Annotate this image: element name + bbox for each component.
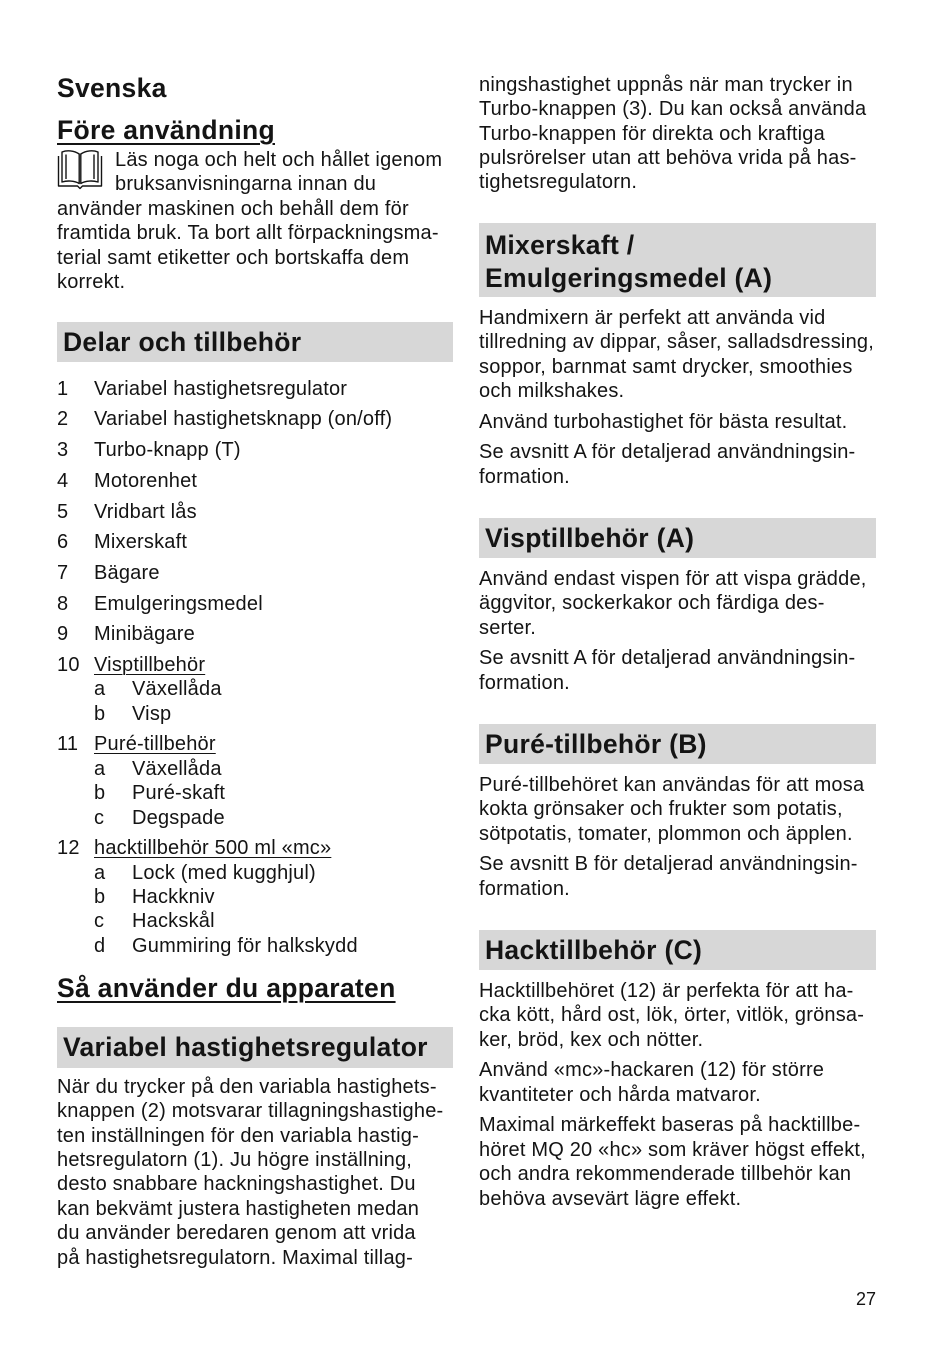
text-line: formation. (479, 671, 570, 694)
parts-list-item (57, 561, 392, 585)
text-line: behöva avsevärt lägre effekt. (479, 1187, 742, 1210)
item-number: 12 (57, 837, 80, 860)
mixer-heading-line: Mixerskaft / (485, 229, 635, 260)
text-line: Se avsnitt B för detaljerad användningsin- (479, 853, 858, 876)
text-line: pulsrörelser utan att behöva vrida på has- (479, 146, 857, 169)
text-line: Använd «mc»-hackaren (12) för större (479, 1059, 825, 1082)
paragraph (479, 1058, 866, 1107)
paragraph (479, 410, 874, 434)
usage-heading-text: Så använder du apparaten (57, 973, 396, 1003)
text-line: terial samt etiketter och bortskaffa dem (57, 246, 410, 269)
text-line: knappen (2) motsvarar tillagningshastighe- (57, 1100, 444, 1123)
text-line: formation. (479, 877, 570, 900)
speed-regulator-heading-box (57, 1027, 453, 1068)
parts-sub-item (57, 702, 392, 726)
parts-sub-item (57, 934, 392, 958)
text-line: korrekt. (57, 270, 126, 293)
parts-sub-item (57, 885, 392, 909)
parts-list-item (57, 530, 392, 554)
parts-list (57, 377, 392, 958)
whisk-heading-box (479, 518, 876, 558)
text-line: bruksanvisningarna innan du (115, 173, 377, 196)
text-line: Läs noga och helt och hållet igenom (115, 149, 443, 171)
chopper-text (479, 979, 866, 1211)
speed-regulator-text-continued (479, 73, 866, 195)
sub-item-letter: b (94, 782, 106, 805)
parts-list-row (57, 438, 392, 462)
parts-list-row (57, 561, 392, 585)
parts-list-row (57, 732, 392, 756)
item-number: 6 (57, 531, 69, 554)
text-line: ker, bröd, kex och nötter. (479, 1028, 704, 1051)
text-line: äggvitor, sockerkakor och färdiga des- (479, 592, 825, 615)
before-use-heading-text: Före användning (57, 115, 275, 145)
paragraph (479, 73, 866, 195)
item-label: Visptillbehör (94, 653, 206, 676)
parts-sub-item (57, 781, 392, 805)
text-line: Använd turbohastighet för bästa resultat. (479, 410, 848, 433)
sub-item-label: Degspade (132, 806, 225, 829)
text-line: använder maskinen och behåll dem för (57, 197, 409, 220)
parts-list-item (57, 377, 392, 401)
paragraph (479, 646, 867, 695)
parts-list-row (57, 622, 392, 646)
parts-list-row (57, 530, 392, 554)
text-line: Handmixern är perfekt att använda vid (479, 306, 826, 329)
speed-regulator-heading: Variabel hastighetsregulator (63, 1032, 428, 1062)
paragraph (479, 979, 866, 1052)
sub-item-label: Gummiring för halkskydd (132, 934, 358, 957)
text-line: tillredning av dippar, såser, salladsdressing, (479, 331, 874, 354)
parts-list-item (57, 407, 392, 431)
item-label: Variabel hastighetsregulator (94, 377, 348, 400)
puree-text (479, 773, 864, 901)
text-line: Se avsnitt A för detaljerad användningsin- (479, 647, 856, 670)
mixer-heading-box (479, 223, 876, 297)
parts-list-row (57, 500, 392, 524)
item-label: Emulgeringsmedel (94, 592, 263, 615)
parts-list-row (57, 407, 392, 431)
text-line: Puré-tillbehöret kan användas för att mosa (479, 773, 865, 796)
item-number: 9 (57, 623, 69, 646)
text-line: desto snabbare hackningshastighet. Du (57, 1173, 416, 1196)
item-number: 4 (57, 469, 69, 492)
sub-item-label: Växellåda (132, 757, 222, 780)
text-line: på hastighetsregulatorn. Maximal tillag- (57, 1246, 413, 1269)
parts-list-row (57, 377, 392, 401)
sub-item-letter: c (94, 806, 105, 829)
item-label: Motorenhet (94, 469, 198, 492)
parts-list-item (57, 500, 392, 524)
text-line: Turbo-knappen (3). Du kan också använda (479, 98, 867, 121)
text-line: och andra rekommenderade tillbehör kan (479, 1163, 852, 1186)
text-line: soppor, barnmat samt drycker, smoothies (479, 355, 853, 378)
text-line: ningshastighet uppnås när man trycker in (479, 73, 853, 96)
text-line: formation. (479, 465, 570, 488)
text-line: kan bekvämt justera hastigheten medan (57, 1197, 420, 1220)
paragraph (479, 306, 874, 404)
text-line: och milkshakes. (479, 379, 625, 402)
chopper-heading: Hacktillbehör (C) (485, 935, 703, 965)
whisk-text (479, 567, 867, 695)
text-line: höret MQ 20 «hc» som kräver högst effekt, (479, 1138, 866, 1161)
text-line: sötpotatis, tomater, plommon och äpplen. (479, 822, 853, 845)
paragraph (57, 148, 442, 294)
item-number: 3 (57, 439, 69, 462)
text-line: kokta grönsaker och frukter som potatis, (479, 798, 843, 821)
sub-item-label: Puré-skaft (132, 782, 226, 805)
puree-heading: Puré-tillbehör (B) (485, 729, 707, 759)
page-number: 27 (855, 1289, 876, 1309)
parts-list-item (57, 622, 392, 646)
speed-regulator-text (57, 1075, 443, 1270)
paragraph (479, 852, 864, 901)
sub-item-letter: c (94, 910, 105, 933)
paragraph (479, 440, 874, 489)
text-line: När du trycker på den variabla hastighets- (57, 1075, 437, 1098)
item-label: hacktillbehör 500 ml «mc» (94, 837, 332, 860)
parts-list-item (57, 836, 392, 958)
parts-list-item (57, 592, 392, 616)
item-label: Vridbart lås (94, 500, 197, 523)
sub-item-letter: b (94, 702, 106, 725)
puree-heading-box (479, 724, 876, 764)
paragraph (57, 1075, 443, 1270)
paragraph (479, 567, 867, 640)
item-label: Puré-tillbehör (94, 733, 216, 756)
sub-item-letter: d (94, 934, 106, 957)
item-label: Turbo-knapp (T) (94, 439, 241, 462)
item-number: 8 (57, 592, 69, 615)
parts-heading: Delar och tillbehör (63, 327, 302, 357)
text-line: du använder beredaren genom att vrida (57, 1222, 416, 1245)
language-title: Svenska (57, 73, 167, 103)
sub-item-letter: a (94, 757, 106, 780)
parts-sub-item (57, 677, 392, 701)
text-line: kvantiteter och hårda matvaror. (479, 1083, 761, 1106)
parts-list-item (57, 732, 392, 830)
usage-heading (57, 972, 396, 1004)
before-use-heading (57, 114, 275, 146)
parts-list-item (57, 469, 392, 493)
parts-sub-item (57, 909, 392, 933)
paragraph (479, 773, 864, 846)
item-label: Variabel hastighetsknapp (on/off) (94, 408, 393, 431)
sub-item-label: Visp (132, 702, 172, 725)
sub-item-letter: a (94, 678, 106, 701)
chopper-heading-box (479, 930, 876, 970)
sub-item-label: Hackkniv (132, 886, 215, 909)
item-number: 7 (57, 561, 69, 584)
before-use-text (57, 148, 442, 294)
text-line: Maximal märkeffekt baseras på hacktillbe- (479, 1114, 861, 1137)
text-line: ten inställningen för den variabla hastig- (57, 1124, 419, 1147)
item-label: Minibägare (94, 623, 195, 646)
parts-sub-item (57, 806, 392, 830)
sub-item-label: Lock (med kugghjul) (132, 861, 316, 884)
mixer-heading-line: Emulgeringsmedel (A) (485, 262, 773, 293)
mixer-text (479, 306, 874, 489)
parts-sub-item (57, 757, 392, 781)
text-line: Hacktillbehöret (12) är perfekta för att ha- (479, 979, 854, 1002)
text-line: hetsregulatorn (1). Ju högre inställning, (57, 1148, 413, 1171)
text-line: serter. (479, 616, 536, 639)
parts-list-row (57, 653, 392, 677)
paragraph (479, 1113, 866, 1211)
item-number: 10 (57, 653, 80, 676)
sub-item-letter: b (94, 886, 106, 909)
item-number: 2 (57, 408, 69, 431)
text-line: framtida bruk. Ta bort allt förpackningsma- (57, 222, 439, 245)
text-line: Se avsnitt A för detaljerad användningsin- (479, 441, 856, 464)
parts-list-item (57, 653, 392, 726)
parts-list-row (57, 592, 392, 616)
parts-list-item (57, 438, 392, 462)
text-line: Använd endast vispen för att vispa grädde, (479, 567, 867, 590)
sub-item-letter: a (94, 861, 106, 884)
text-line: Turbo-knappen för direkta och kraftiga (479, 122, 825, 145)
item-number: 1 (57, 377, 69, 400)
item-label: Mixerskaft (94, 531, 188, 554)
sub-item-label: Växellåda (132, 678, 222, 701)
parts-list-row (57, 836, 392, 860)
parts-list-row (57, 469, 392, 493)
sub-item-label: Hackskål (132, 910, 215, 933)
whisk-heading: Visptillbehör (A) (485, 523, 695, 553)
text-line: tighetsregulatorn. (479, 171, 638, 194)
item-label: Bägare (94, 561, 160, 584)
parts-heading-box (57, 322, 453, 362)
item-number: 5 (57, 500, 69, 523)
text-line: cka kött, hård ost, lök, örter, vitlök, grönsa- (479, 1004, 865, 1027)
item-number: 11 (57, 733, 79, 756)
parts-sub-item (57, 861, 392, 885)
